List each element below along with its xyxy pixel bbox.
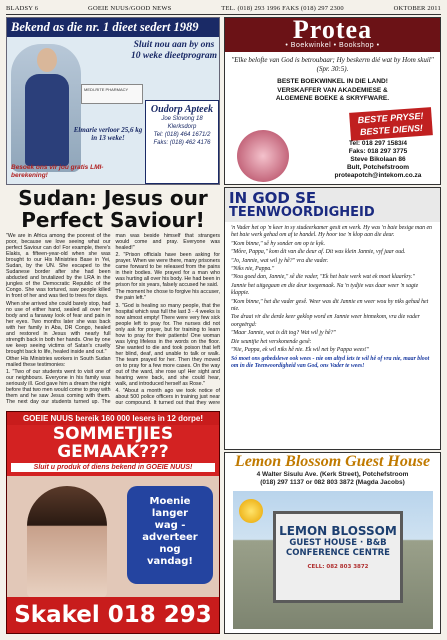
- devotional-line: Toe draai vir die derde keer geklop word en Jannie weer binnekom, vra die vader oorgeërgd:: [231, 314, 420, 328]
- goeie-headline: SOMMETJIES GEMAAK???: [52, 424, 174, 462]
- goeie-speech-bubble: [127, 486, 213, 584]
- header-contact: TEL. (018) 293 1996 FAKS (018) 297 2300: [221, 5, 344, 12]
- protea-badge-2: BESTE DIENS!: [359, 122, 424, 138]
- devotional-box: [224, 187, 441, 450]
- pharmacy-street: Joe Slovong 18: [161, 116, 203, 122]
- protea-quote: "Elke belofte van God is betroubaar; Hy beskerm dié wat by Hom skuil" (Spr. 30:5).: [231, 56, 434, 73]
- bubble-line: nog: [159, 544, 181, 555]
- bubble-line: vandag!: [146, 556, 193, 567]
- guest-house-photo: [233, 491, 433, 629]
- lemon-flower-icon: [239, 499, 263, 523]
- pharmacy-box: [145, 100, 219, 184]
- protea-line-1: BESTE BOEKWINKEL IN DIE LAND!: [277, 78, 388, 85]
- guest-house-sign: [273, 511, 403, 603]
- woman-head: [37, 48, 57, 72]
- article-paragraph: 4. "About a month ago we took notice of about 500 police officers in training just near our compound. It turned out that they were: [115, 388, 220, 407]
- protea-contact: [322, 140, 434, 180]
- devotional-line: "Niks nie, Pappa.": [231, 266, 275, 273]
- protea-tel: Tel: 018 297 1583/4: [348, 140, 408, 147]
- devotional-subtitle: TEENWOORDIGHEID: [229, 205, 375, 220]
- devotional-line: "Nou goed dan, Jannie," sê die vader, "Ek het baie werk wat ek moet klaarkry.": [231, 274, 415, 281]
- goeie-nuus-advert: [6, 411, 220, 634]
- woman-dress: [25, 74, 69, 166]
- protea-badge-1: BESTE PRYSE!: [357, 110, 424, 126]
- paper-name: GOEIE NUUS/GOOD NEWS: [88, 5, 172, 12]
- article-paragraph: Other His Ministries workers in South Sudan mailed these testimonies:: [6, 355, 111, 368]
- article-paragraph: "We are in Africa among the poorest of the poor, because we love seeing what our perfect Saviour can do! For example, there's Elakis, a fifteen-year-old when she was brought to our His Ministries Base in Yei, Sudan, by the UN. She escaped to the Sudanese border after she had been abducted and brutalized by the LRA in the jungles of the Democratic Republic of the Congo. She was tortured, saw people killed in front of her and was tied to trees for days.: [6, 233, 111, 300]
- protea-banner: [225, 18, 440, 52]
- diet-footer: Besoek ons vir jou gratis LMI-berekening!: [11, 164, 104, 179]
- pharmacy-name: Oudorp Apteek: [150, 104, 214, 115]
- devotional-text: [225, 222, 440, 374]
- bubble-line: wag -: [154, 520, 186, 531]
- devotional-line: "Jo, Jannie, wat wil jy hê?" vra die vader.: [231, 257, 329, 264]
- devotional-header: [225, 188, 440, 222]
- protea-name: Protea: [292, 17, 373, 44]
- sign-line-2: GUEST HOUSE · B&B: [289, 538, 387, 548]
- goeie-phone: Skakel 018 293: [7, 597, 219, 633]
- protea-line-2: VERSKAFFER VAN AKADEMIESE &: [277, 86, 388, 94]
- devotional-line: "Maar Jannie, wat is dit tog? Wat wil jy hê?": [231, 330, 336, 337]
- goeie-banner: GOEIE NUUS bereik 160 000 lesers in 12 dorpe!: [7, 412, 219, 425]
- woman-photo: [11, 44, 81, 172]
- lemon-blossom-advert: [224, 452, 441, 634]
- devotional-line: Die seuntjie het verskonende gesê:: [231, 338, 312, 345]
- sign-cell: CELL: 082 803 3872: [307, 564, 369, 570]
- article-paragraph: The moment he chose to forgive his accuser, the pain left.": [115, 289, 220, 302]
- protea-badge: [349, 107, 433, 141]
- protea-fax: Faks: 018 297 3775: [348, 148, 408, 155]
- protea-addr-1: Steve Bikolaan 86: [350, 156, 406, 163]
- page-number: BLADSY 6: [6, 5, 39, 12]
- article-headline: Sudan: Jesus our Perfect Saviour!: [18, 186, 208, 232]
- protea-addr-2: Bult, Potchefstroom: [346, 164, 410, 171]
- protea-line-3: ALGEMENE BOEKE & SKRYFWARE.: [275, 95, 390, 102]
- devotional-conclusion: Só moet ons gebedslewe ook wees - nie om altyd iets te wil hê of vra nie, maar bloot om in die Teenwoordigheid van God, ons Vader te wees!: [231, 355, 430, 369]
- article-paragraph: 1. "Two of our students went to visit one of our neighbours. Everyone in his family was seriously ill. God gave him a dream the night before that two men would come to pray with them and he saw Jesus coming with them. The next day our students turned up. The man was beside himself that strangers would come and pray. Everyone was healed!": [6, 233, 220, 406]
- article-paragraph: 3. "God is healing so many people, that the hospital which was full the last 3 - 4 weeks is now almost empty! There were very few sick people left to pray for. The nurses did not only ask for prayer, but for training to learn how to pray for their patients! One woman was lying lifeless in the words on the floor. She wanted to die and took poison that left her blind, deaf, and unable to talk or walk. The team prayed for her. Then they moved on to pray for a few more cases. On the way out of the ward, she rose up! Her sight and hearing were back, and she could hear, walk, and introduced herself as Rose.": [115, 302, 220, 388]
- devotional-line: "Kom binne," het die vader gesê. Weer was dit Jannie en weer wou hy niks gehad het nie.: [231, 298, 429, 313]
- weight-loss-caption: Elmarie verloor 25,6 kg in 13 weke!: [73, 126, 143, 142]
- article-paragraph: 2. "Prison officials have been asking for prayer. When we were there, many prisoners came forward to be released from the pains in their bodies. We prayed for a man who was hurting all over his body. He had been in prison for six years, falsely accused he said.: [115, 252, 220, 289]
- sign-name: LEMON BLOSSOM: [279, 524, 397, 538]
- devotional-title: IN GOD SE: [229, 189, 317, 207]
- protea-advert: [224, 17, 441, 185]
- pharmacy-town: Klerksdorp: [167, 124, 197, 130]
- page-header: [6, 3, 441, 15]
- lemon-phone: (018) 297 1137 or 082 803 3872 (Magda Jacobs): [260, 479, 405, 486]
- devotional-line: Jannie het uitgegaan en die deur toegemaak. Na 'n tydjie was daar weer 'n sagte klappie.: [231, 282, 419, 297]
- sign-line-3: CONFERENCE CENTRE: [286, 548, 390, 558]
- devotional-line: 'n Vader het op 'n keer in sy studeerkamer gesit en werk. Hy was 'n baie besige man en het baie werk gehad om af te handel. Hy hoor toe 'n klop aan die deur.: [231, 225, 432, 239]
- bubble-line: langer: [151, 508, 189, 519]
- devotional-line: "Môre, Pappa," kom dit van die deur af. Dit was klein Jannie, vyf jaar oud.: [231, 249, 406, 256]
- article-paragraph: When she arrived she could barely stop, had no use of either hand, sealed all over her body and a faraway look of fear and pain in her eyes. Two months later she was back with her family in Aba, DR Congo, healed and restored in Jesus with nearly full strength back in both her hands. One by one we keep seeing victims of Satan's cruelty brought back to life, healed inside and out.": [6, 300, 111, 355]
- pharmacy-logo: MEDI-RITE PHARMACY: [81, 84, 143, 104]
- goeie-subline: Sluit u produk of diens bekend in GOEIE NUUS!: [11, 463, 215, 472]
- bubble-line: adverteer: [142, 532, 198, 543]
- diet-body: [7, 36, 219, 184]
- woman-photo: [27, 486, 107, 598]
- devotional-line: "Nie, Pappa, ek wil niks hê nie. Ek wil net by Pappa wees!": [231, 347, 370, 354]
- article-body: [6, 233, 220, 409]
- diet-slogan: Sluit nou aan by ons 10 weke dieetprogram: [131, 40, 218, 61]
- diet-advert: [6, 17, 220, 185]
- pharmacy-phone: Tel: (018) 464 1671/2: [153, 132, 211, 138]
- pharmacy-fax: Faks: (018) 462 4176: [153, 140, 211, 146]
- protea-flower-icon: [237, 130, 289, 182]
- issue-date: OKTOBER 2011: [393, 5, 441, 12]
- diet-title: Bekend as die nr. 1 dieet sedert 1989: [7, 18, 219, 37]
- lemon-address: 4 Walter Sisulu Ave. (Kerk Street), Potchefstroom: [256, 471, 409, 478]
- devotional-line: "Kom binne," sê hy sonder om op te kyk.: [231, 240, 326, 247]
- protea-subtitle: • Boekwinkel • Bookshop •: [285, 42, 380, 49]
- protea-email: proteapotch@intekom.co.za: [334, 172, 422, 179]
- lemon-name: Lemon Blossom Guest House: [234, 453, 431, 470]
- goeie-photo: [7, 476, 219, 598]
- bubble-line: Moenie: [149, 496, 191, 507]
